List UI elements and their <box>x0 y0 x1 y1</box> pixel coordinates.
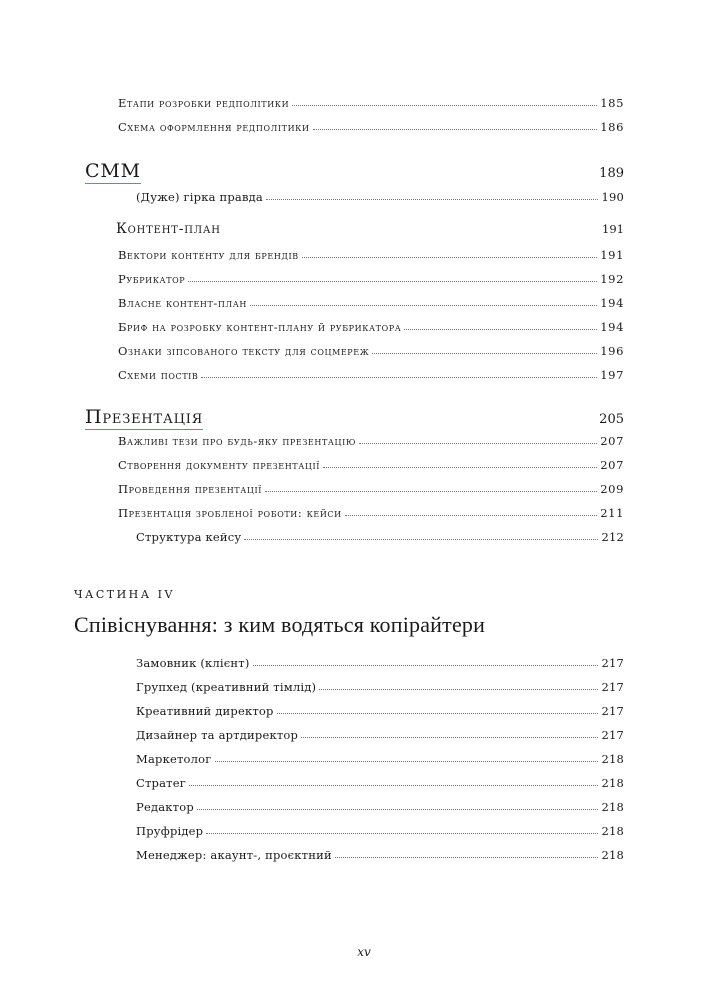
toc-entry: Маркетолог 218 <box>136 752 624 766</box>
chapter-heading-presentation: Презентація 205 <box>85 406 624 428</box>
toc-entry: Пруфрідер 218 <box>136 824 624 838</box>
toc-entry: Менеджер: акаунт-, проєктний 218 <box>136 848 624 862</box>
leader-dots <box>215 761 599 762</box>
leader-dots <box>265 491 597 492</box>
leader-dots <box>277 713 599 714</box>
leader-dots <box>323 467 597 468</box>
part-label: ЧАСТИНА IV <box>74 588 175 601</box>
leader-dots <box>345 515 598 516</box>
toc-entry: Замовник (клієнт) 217 <box>136 656 624 670</box>
toc-entry: Етапи розробки редполітики 185 <box>118 96 624 110</box>
leader-dots <box>404 329 597 330</box>
toc-entry: Рубрикатор 192 <box>118 272 624 286</box>
toc-entry: (Дуже) гірка правда 190 <box>136 190 624 204</box>
toc-entry: Важливі тези про будь-яку презентацію 207 <box>118 434 624 448</box>
toc-entry: Власне контент-план 194 <box>118 296 624 310</box>
leader-dots <box>244 539 598 540</box>
toc-entry: Дизайнер та артдиректор 217 <box>136 728 624 742</box>
toc-entry: Групхед (креативний тімлід) 217 <box>136 680 624 694</box>
leader-dots <box>250 305 597 306</box>
toc-entry: Схеми постів 197 <box>118 368 624 382</box>
leader-dots <box>313 129 598 130</box>
chapter-heading-smm: СММ 189 <box>85 160 624 182</box>
toc-entry: Вектори контенту для брендів 191 <box>118 248 624 262</box>
toc-entry: Редактор 218 <box>136 800 624 814</box>
leader-dots <box>197 809 599 810</box>
leader-dots <box>188 281 597 282</box>
toc-entry: Презентація зробленої роботи: кейси 211 <box>118 506 624 520</box>
part-title: Співіснування: з ким водяться копірайтери <box>74 612 486 637</box>
toc-entry: Створення документу презентації 207 <box>118 458 624 472</box>
toc-entry: Структура кейсу 212 <box>136 530 624 544</box>
toc-entry: Бриф на розробку контент-плану й рубрикатора 194 <box>118 320 624 334</box>
leader-dots <box>302 257 597 258</box>
leader-dots <box>189 785 598 786</box>
leader-dots <box>201 377 597 378</box>
leader-dots <box>253 665 599 666</box>
leader-dots <box>292 105 597 106</box>
leader-dots <box>266 199 598 200</box>
toc-entry: Ознаки зіпсованого тексту для соцмереж 196 <box>118 344 624 358</box>
toc-entry: Схема оформлення редполітики 186 <box>118 120 624 134</box>
toc-entry: Стратег 218 <box>136 776 624 790</box>
toc-entry: Креативний директор 217 <box>136 704 624 718</box>
leader-dots <box>372 353 597 354</box>
page-number: xv <box>357 945 371 959</box>
leader-dots <box>319 689 598 690</box>
leader-dots <box>335 857 599 858</box>
leader-dots <box>301 737 598 738</box>
leader-dots <box>359 443 597 444</box>
section-heading-content-plan: Контент-план 191 <box>116 221 624 237</box>
leader-dots <box>206 833 598 834</box>
toc-entry: Проведення презентації 209 <box>118 482 624 496</box>
